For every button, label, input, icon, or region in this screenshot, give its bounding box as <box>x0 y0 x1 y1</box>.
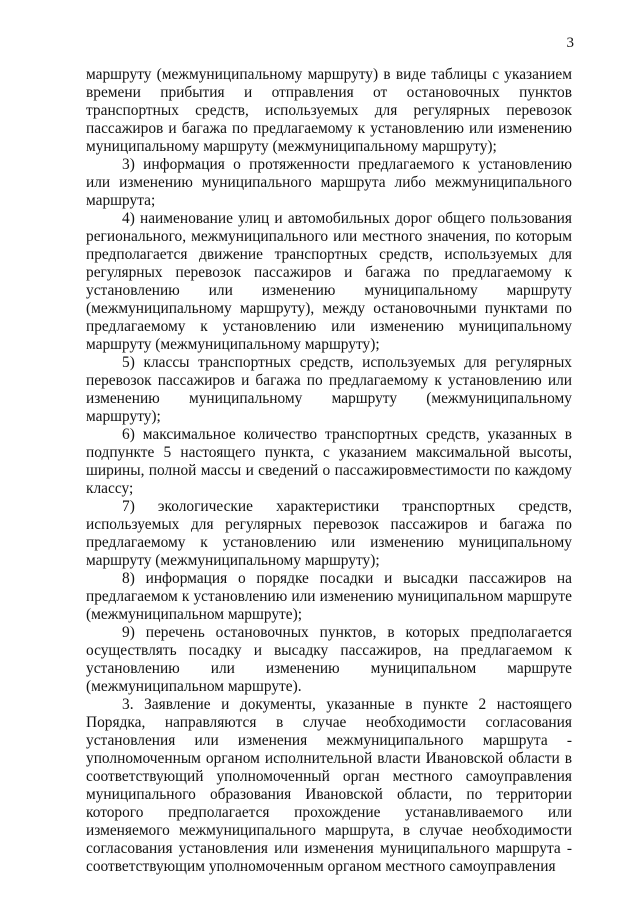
paragraph: 3. Заявление и документы, указанные в пункте 2 настоящего Порядка, направляются в случае необходимости согласования установления или изменения межмуниципального маршрута - уполномоченным органом исполнительной власти Ивановской области в соответствующий уполномоченный орган местного самоуправления муниципального образования Ивановской области, по территории которого предполагается прохождение устанавливаемого или изменяемого межмуниципального маршрута, в случае необходимости согласования установления или изменения муниципального маршрута - соответствующим уполномоченным органом местного самоуправления <box>86 696 572 875</box>
paragraph: маршруту (межмуниципальному маршруту) в виде таблицы с указанием времени прибытия и отправления от остановочных пунктов транспортных средств, используемых для регулярных перевозок пассажиров и багажа по предлагаемому к установлению или изменению муниципальному маршруту (межмуниципальному маршруту); <box>86 66 572 155</box>
paragraph: 3) информация о протяженности предлагаемого к установлению или изменению муниципального маршрута либо межмуниципального маршрута; <box>86 156 572 209</box>
paragraph: 4) наименование улиц и автомобильных дорог общего пользования регионального, межмуниципального или местного значения, по которым предполагается движение транспортных средств, используемых для регулярных перевозок пассажиров и багажа по предлагаемому к установлению или изменению муниципальному маршруту (межмуниципальному маршруту), между остановочными пунктами по предлагаемому к установлению или изменению муниципальному маршруту (межмуниципальному маршруту); <box>86 210 572 353</box>
paragraph: 6) максимальное количество транспортных средств, указанных в подпункте 5 настоящего пункта, с указанием максимальной высоты, ширины, полной массы и сведений о пассажировместимости по каждому классу; <box>86 426 572 497</box>
paragraph: 7) экологические характеристики транспортных средств, используемых для регулярных перевозок пассажиров и багажа по предлагаемому к установлению или изменению муниципальному маршруту (межмуниципальному маршруту); <box>86 498 572 569</box>
paragraph: 9) перечень остановочных пунктов, в которых предполагается осуществлять посадку и высадку пассажиров, на предлагаемом к установлению или изменению муниципальном маршруте (межмуниципальном маршруте). <box>86 624 572 695</box>
paragraph: 8) информация о порядке посадки и высадки пассажиров на предлагаемом к установлению или изменению муниципальном маршруте (межмуниципальном маршруте); <box>86 570 572 623</box>
document-body <box>86 66 572 876</box>
page-number: 3 <box>566 35 574 51</box>
paragraph: 5) классы транспортных средств, используемых для регулярных перевозок пассажиров и багажа по предлагаемому к установлению или изменению муниципальному маршруту (межмуниципальному маршруту); <box>86 354 572 425</box>
